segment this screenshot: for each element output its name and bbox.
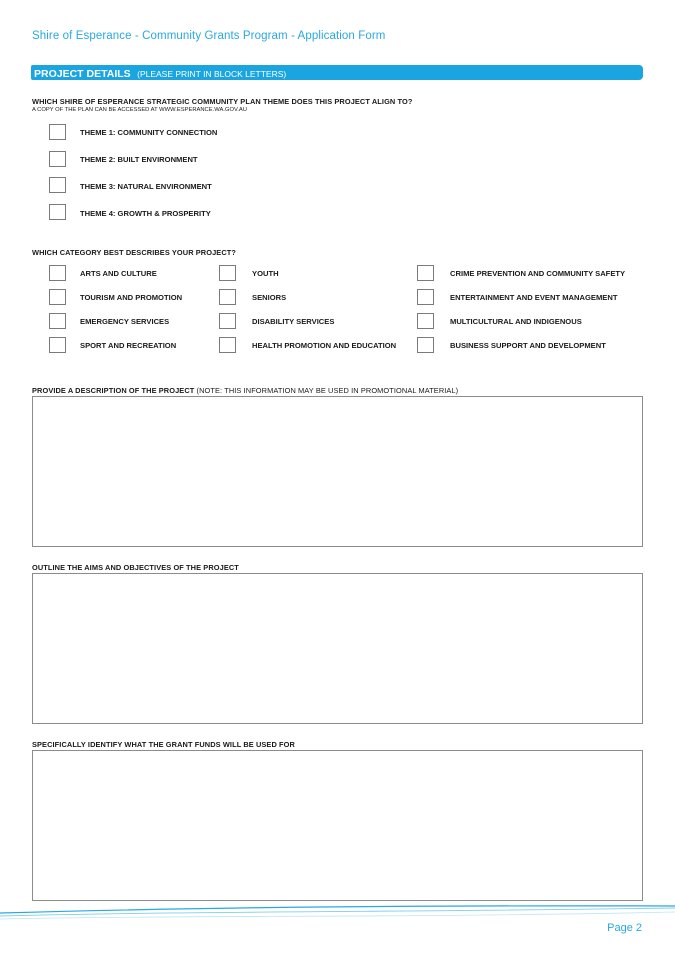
- footer-wave-lines: [0, 900, 675, 930]
- category-business-label: BUSINESS SUPPORT AND DEVELOPMENT: [450, 341, 606, 350]
- theme-2-checkbox[interactable]: [49, 151, 66, 167]
- theme-3-checkbox[interactable]: [49, 177, 66, 193]
- category-youth-checkbox[interactable]: [219, 265, 236, 281]
- funds-label: SPECIFICALLY IDENTIFY WHAT THE GRANT FUNDS WILL BE USED FOR: [32, 740, 295, 749]
- category-question-label: WHICH CATEGORY BEST DESCRIBES YOUR PROJECT?: [32, 248, 237, 257]
- section-title: PROJECT DETAILS: [34, 68, 131, 80]
- category-seniors-checkbox[interactable]: [219, 289, 236, 305]
- category-arts-checkbox[interactable]: [49, 265, 66, 281]
- theme-4-label: THEME 4: GROWTH & PROSPERITY: [80, 209, 211, 218]
- category-sport-checkbox[interactable]: [49, 337, 66, 353]
- category-tourism-label: TOURISM AND PROMOTION: [80, 293, 183, 302]
- description-textbox[interactable]: [32, 396, 643, 547]
- category-tourism-checkbox[interactable]: [49, 289, 66, 305]
- category-youth-label: YOUTH: [252, 269, 279, 278]
- funds-textbox[interactable]: [32, 750, 643, 901]
- category-crime-label: CRIME PREVENTION AND COMMUNITY SAFETY: [450, 269, 626, 278]
- category-crime-checkbox[interactable]: [417, 265, 434, 281]
- description-label: [32, 386, 458, 395]
- theme-question-label: WHICH SHIRE OF ESPERANCE STRATEGIC COMMUNITY PLAN THEME DOES THIS PROJECT ALIGN TO?: [32, 97, 413, 106]
- theme-4-checkbox[interactable]: [49, 204, 66, 220]
- category-sport-label: SPORT AND RECREATION: [80, 341, 177, 350]
- page-number: Page 2: [607, 922, 642, 934]
- category-health-label: HEALTH PROMOTION AND EDUCATION: [252, 341, 397, 350]
- theme-1-label: THEME 1: COMMUNITY CONNECTION: [80, 128, 218, 137]
- document-title: Shire of Esperance - Community Grants Program - Application Form: [32, 30, 386, 42]
- theme-question-note: A COPY OF THE PLAN CAN BE ACCESSED AT WWW.ESPERANCE.WA.GOV.AU: [32, 107, 247, 113]
- theme-1-checkbox[interactable]: [49, 124, 66, 140]
- category-multicultural-label: MULTICULTURAL AND INDIGENOUS: [450, 317, 582, 326]
- category-health-checkbox[interactable]: [219, 337, 236, 353]
- category-emergency-label: EMERGENCY SERVICES: [80, 317, 170, 326]
- category-disability-checkbox[interactable]: [219, 313, 236, 329]
- description-label-note: (NOTE: THIS INFORMATION MAY BE USED IN PROMOTIONAL MATERIAL): [196, 386, 459, 395]
- section-subtitle: (PLEASE PRINT IN BLOCK LETTERS): [137, 69, 287, 79]
- description-label-text: PROVIDE A DESCRIPTION OF THE PROJECT: [32, 386, 195, 395]
- aims-label: OUTLINE THE AIMS AND OBJECTIVES OF THE PROJECT: [32, 563, 239, 572]
- category-disability-label: DISABILITY SERVICES: [252, 317, 335, 326]
- section-header-bar: [31, 65, 643, 80]
- theme-3-label: THEME 3: NATURAL ENVIRONMENT: [80, 182, 212, 191]
- category-multicultural-checkbox[interactable]: [417, 313, 434, 329]
- category-entertainment-checkbox[interactable]: [417, 289, 434, 305]
- category-business-checkbox[interactable]: [417, 337, 434, 353]
- theme-2-label: THEME 2: BUILT ENVIRONMENT: [80, 155, 198, 164]
- category-seniors-label: SENIORS: [252, 293, 287, 302]
- aims-textbox[interactable]: [32, 573, 643, 724]
- category-entertainment-label: ENTERTAINMENT AND EVENT MANAGEMENT: [450, 293, 618, 302]
- category-emergency-checkbox[interactable]: [49, 313, 66, 329]
- category-arts-label: ARTS AND CULTURE: [80, 269, 157, 278]
